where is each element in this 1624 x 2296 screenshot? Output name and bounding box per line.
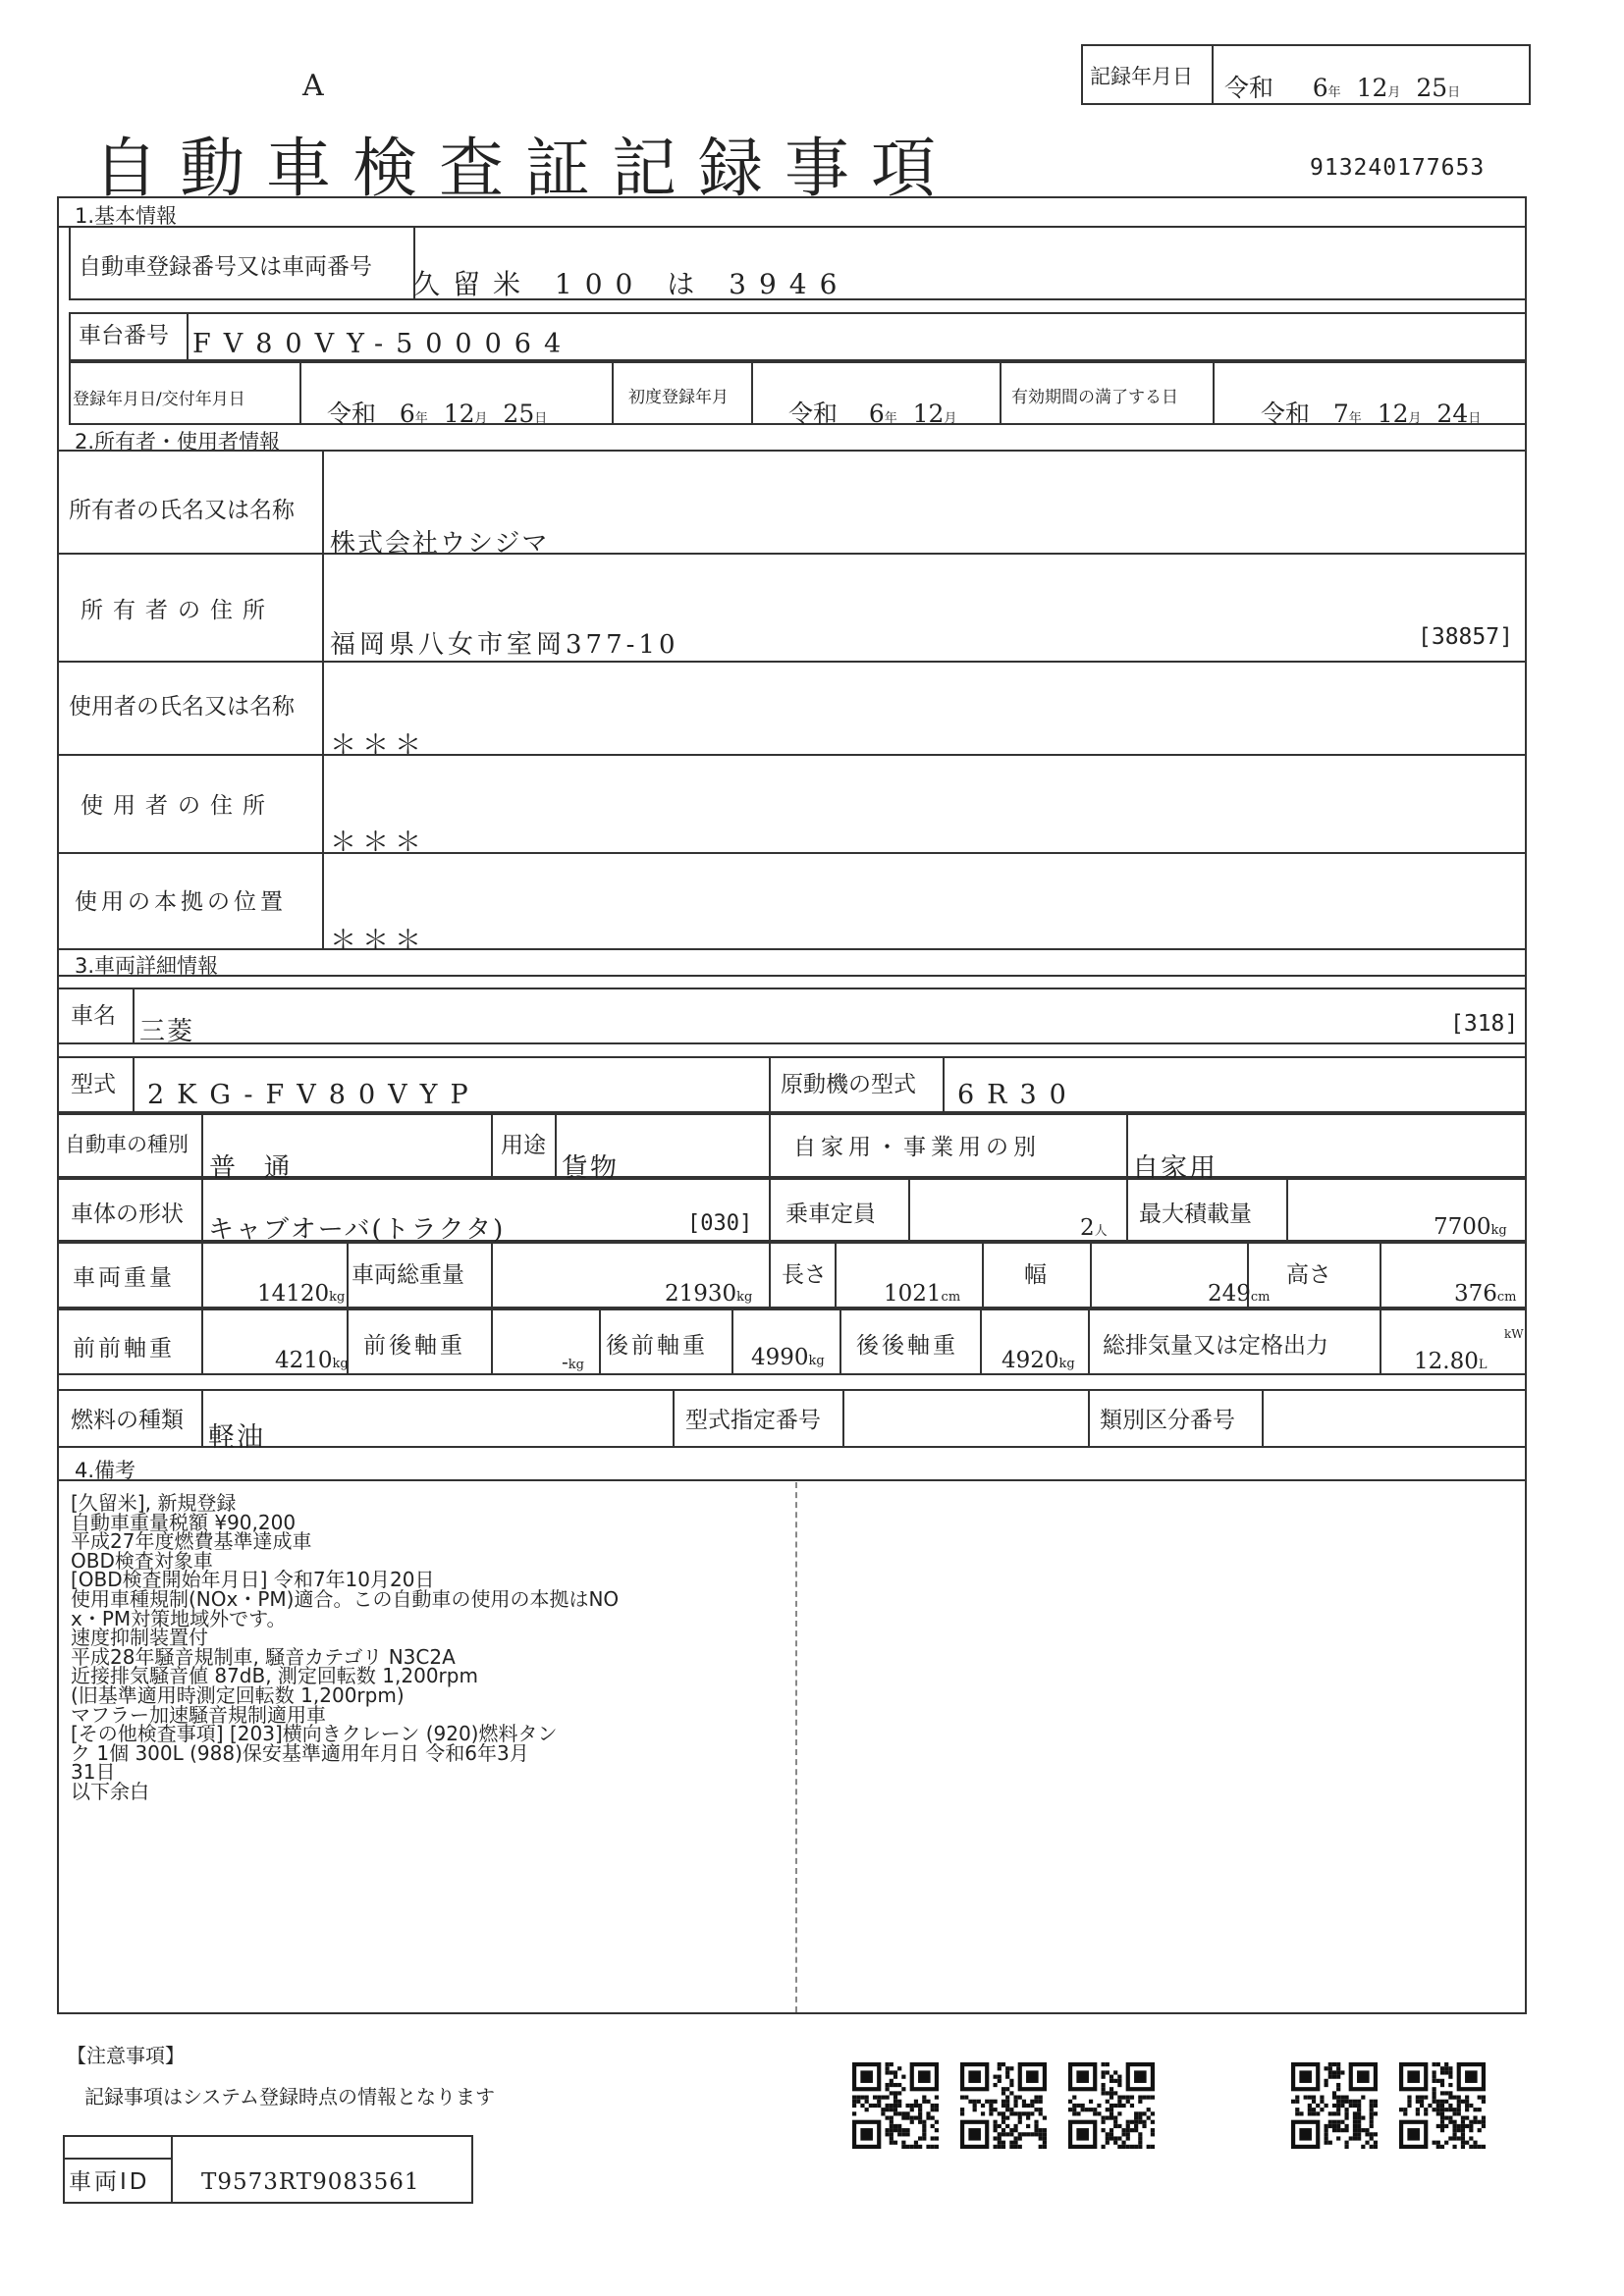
vehicle-name-value: 三菱 <box>139 1017 195 1046</box>
engine-label: 原動機の型式 <box>781 1072 916 1097</box>
rf-axle-value: 4990kg <box>751 1345 825 1370</box>
reg-number-value: 久留米 100 は 3946 <box>412 268 850 300</box>
capacity-label: 乗車定員 <box>785 1201 876 1227</box>
body-shape-value: キャブオーバ(トラクタ) <box>208 1215 506 1245</box>
capacity-value: 2人 <box>1080 1215 1108 1241</box>
reg-date-value: 令和 6年 12月 25日 <box>327 400 548 428</box>
qr-code-3 <box>1068 2062 1155 2149</box>
fr-axle-label: 前後軸重 <box>363 1333 465 1359</box>
page-title: 自動車検査証記録事項 <box>93 131 957 206</box>
vehicle-id-value: T9573RT9083561 <box>201 2169 420 2195</box>
notes-heading: 【注意事項】 <box>67 2044 185 2067</box>
user-address-label: 使用者の住所 <box>81 793 275 819</box>
user-address-value: ＊＊＊ <box>330 828 427 858</box>
fuel-value: 軽油 <box>208 1422 265 1453</box>
model-label: 型式 <box>71 1072 116 1097</box>
qr-code-5 <box>1399 2062 1486 2149</box>
private-label: 自家用・事業用の別 <box>793 1135 1041 1160</box>
fr-axle-value: -kg <box>562 1350 584 1373</box>
vehicle-type-value: 普 通 <box>209 1153 300 1184</box>
section-remarks-heading: 4.備考 <box>75 1459 136 1482</box>
first-reg-label: 初度登録年月 <box>628 388 729 407</box>
private-value: 自家用 <box>1132 1153 1218 1184</box>
qr-code-1 <box>852 2062 939 2149</box>
max-load-value: 7700kg <box>1434 1214 1507 1240</box>
record-date: 令和 6年 12月 25日 <box>1224 74 1461 102</box>
gross-weight-label: 車両総重量 <box>352 1262 464 1288</box>
chassis-value: FV80VY-500064 <box>192 329 574 359</box>
use-value: 貨物 <box>562 1153 619 1184</box>
max-load-label: 最大積載量 <box>1139 1201 1252 1227</box>
body-shape-label: 車体の形状 <box>71 1201 184 1227</box>
model-value: 2KG-FV80VYP <box>147 1080 481 1110</box>
width-value: 249cm <box>1208 1281 1271 1307</box>
displacement-unit-kw: kW <box>1504 1327 1524 1341</box>
rf-axle-label: 後前軸重 <box>606 1333 708 1359</box>
vehicle-type-label: 自動車の種別 <box>65 1133 189 1156</box>
document-number: 913240177653 <box>1310 155 1486 181</box>
notes-text: 記録事項はシステム登録時点の情報となります <box>84 2085 495 2109</box>
base-location-value: ＊＊＊ <box>330 926 427 956</box>
vehicle-id-label: 車両ID <box>69 2169 150 2195</box>
user-name-value: ＊＊＊ <box>330 730 427 761</box>
record-date-label: 記録年月日 <box>1090 65 1193 88</box>
rr-axle-value: 4920kg <box>1001 1348 1075 1373</box>
vehicle-name-label: 車名 <box>71 1003 116 1029</box>
length-label: 長さ <box>782 1262 827 1288</box>
reg-date-label: 登録年月日/交付年月日 <box>73 390 245 409</box>
ff-axle-label: 前前軸重 <box>73 1336 175 1362</box>
page-mark: A <box>302 69 324 103</box>
height-label: 高さ <box>1286 1262 1331 1288</box>
owner-name-label: 所有者の氏名又は名称 <box>69 498 295 523</box>
owner-address-value: 福岡県八女市室岡377-10 <box>330 630 679 660</box>
length-value: 1021cm <box>884 1281 961 1307</box>
displacement-value: 12.80L <box>1414 1349 1488 1374</box>
rr-axle-label: 後後軸重 <box>856 1333 958 1359</box>
user-name-label: 使用者の氏名又は名称 <box>69 694 295 720</box>
section-basic-heading: 1.基本情報 <box>75 204 178 228</box>
expiry-label: 有効期間の満了する日 <box>1011 388 1178 407</box>
height-value: 376cm <box>1454 1281 1517 1307</box>
vehicle-weight-label: 車両重量 <box>73 1265 175 1291</box>
use-label: 用途 <box>501 1133 546 1158</box>
qr-code-4 <box>1291 2062 1378 2149</box>
base-location-label: 使用の本拠の位置 <box>75 889 287 915</box>
owner-name-value: 株式会社ウシジマ <box>330 529 550 559</box>
vehicle-name-box <box>57 988 1527 1044</box>
displacement-label: 総排気量又は定格出力 <box>1103 1333 1328 1359</box>
reg-number-label: 自動車登録番号又は車両番号 <box>79 254 372 280</box>
section-owner-heading: 2.所有者・使用者情報 <box>75 430 281 454</box>
engine-value: 6R30 <box>957 1080 1079 1110</box>
expiry-value: 令和 7年 12月 24日 <box>1261 400 1482 428</box>
gross-weight-value: 21930kg <box>665 1281 753 1307</box>
remarks-text: [久留米], 新規登録 自動車重量税額 ¥90,200 平成27年度燃費基準達成車 OBD検査対象車 [OBD検査開始年月日] 令和7年10月20日 使用車種規制(NOx・PM)適合。この自動車の使用の本拠はNO x・PM対策地域外です。 速度抑制装置付 平成28年騒音規制車, 騒音カテゴリ N3C2A 近接排気騒音値 87dB, 測定回転数 1,200rpm (旧基準適用時測定回転数 1,200rpm) マフラー加速騒音規制適用車 [その他検査事項] [203]横向きクレーン (920)燃料タン ク 1個 300L (988)保安基準適用年月日 令和6年3月 31日 以下余白 <box>71 1491 620 1803</box>
vehicle-weight-value: 14120kg <box>257 1281 346 1307</box>
owner-address-label: 所有者の住所 <box>81 598 275 623</box>
approval-label: 型式指定番号 <box>685 1408 821 1433</box>
vehicle-name-code: [318] <box>1450 1011 1519 1037</box>
width-label: 幅 <box>1024 1262 1047 1288</box>
category-label: 類別区分番号 <box>1100 1408 1235 1433</box>
owner-address-code: [38857] <box>1418 624 1513 650</box>
chassis-label: 車台番号 <box>79 323 169 348</box>
body-shape-code: [030] <box>687 1211 753 1236</box>
qr-code-2 <box>960 2062 1047 2149</box>
section-vehicle-heading: 3.車両詳細情報 <box>75 954 219 978</box>
first-reg-value: 令和 6年 12月 <box>788 400 957 428</box>
ff-axle-value: 4210kg <box>275 1348 349 1373</box>
fuel-label: 燃料の種類 <box>71 1408 184 1433</box>
